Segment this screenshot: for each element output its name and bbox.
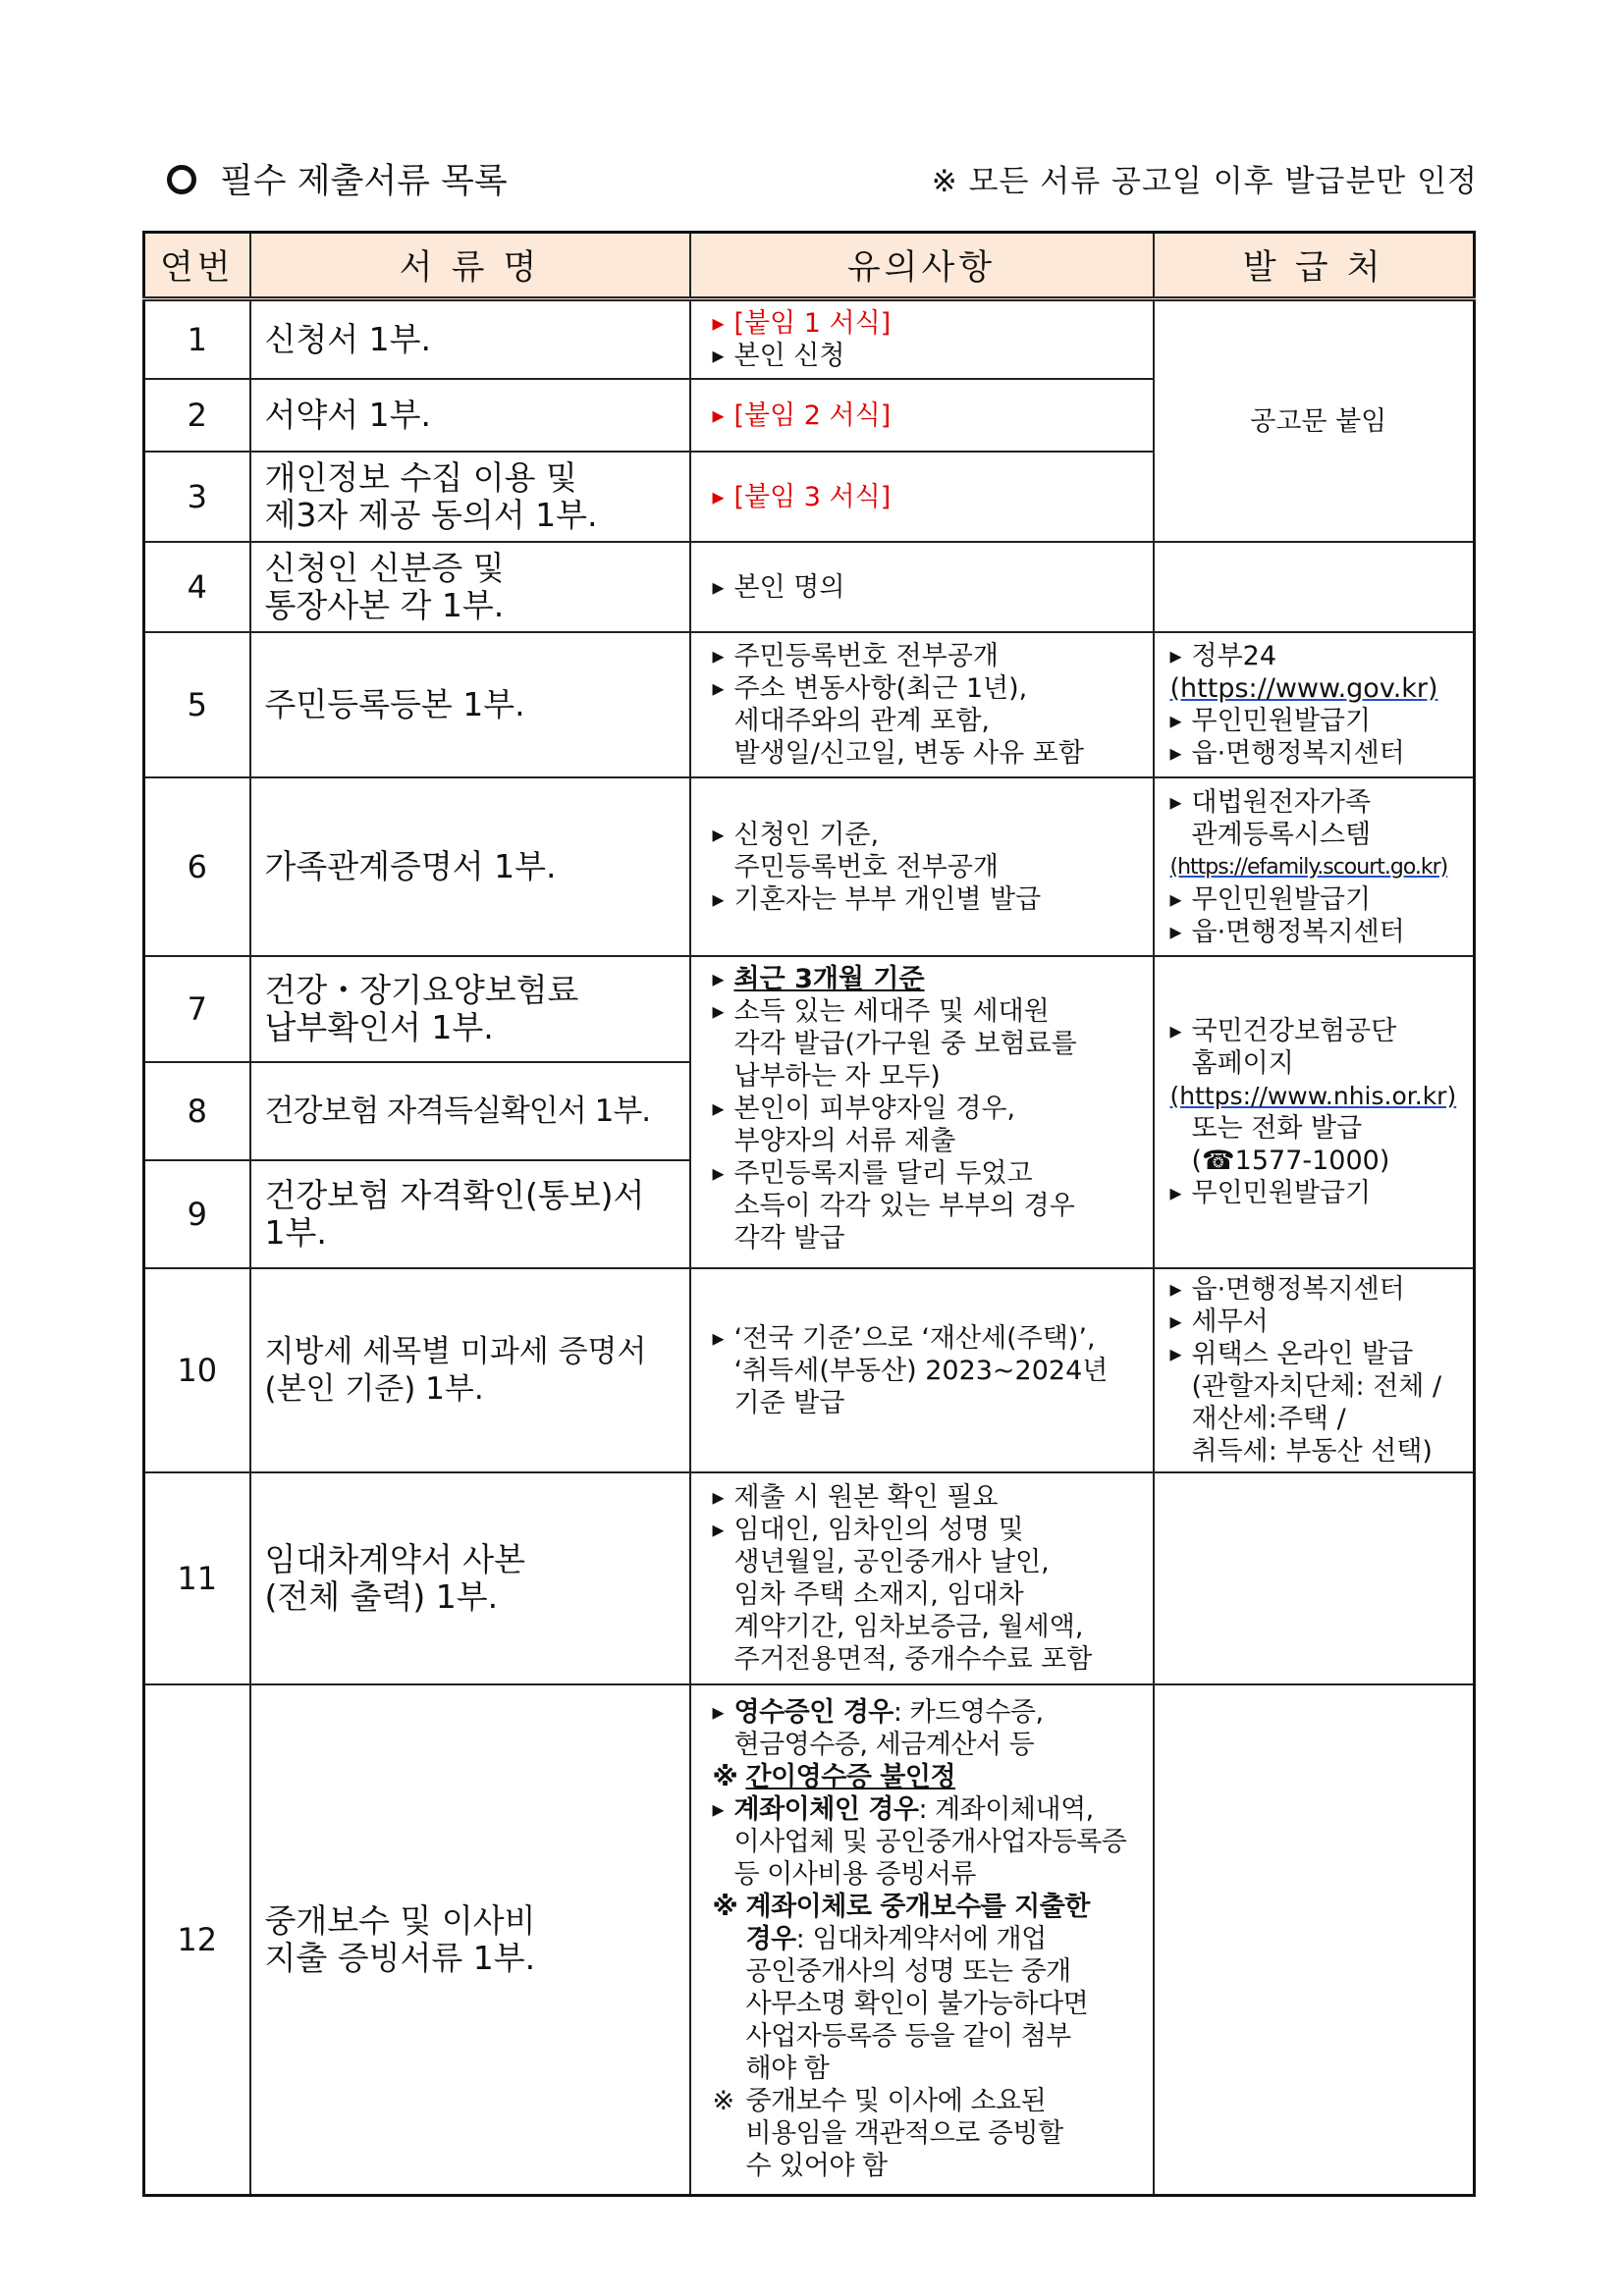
document-name: 가족관계증명서 1부.: [250, 777, 690, 956]
table-row: [144, 542, 1475, 632]
document-notes: ▸ [붙임 1 서식] ▸ 본인 신청: [690, 299, 1154, 380]
issuer-cell: [1154, 1472, 1475, 1684]
row-number: 11: [144, 1472, 250, 1684]
document-notes: ▸ 영수증인 경우: 카드영수증, 현금영수증, 세금계산서 등 ※ 간이영수증 불인정 ▸ 계좌이체인 경우: 계좌이체내역, 이사업체 및 공인중개사업자등록증 등 이사비용 증빙서류 ※ 계좌이체로 중개보수를 지출한 경우: 임대차계약서에 개업 공인중개사의 성명 또는 중개 사무소명 확인이 불가능하다면 사업자등록증 등을 같이 첨부 해야 함 ※ 중개보수 및 이사에 소요된 비용임을 객관적으로 증빙할 수 있어야 함: [690, 1684, 1154, 2195]
issue-date-notice: ※ 모든 서류 공고일 이후 발급분만 인정: [931, 164, 1478, 199]
document-name: 서약서 1부.: [250, 379, 690, 452]
issuer-cell: ▸ 대법원전자가족 관계등록시스템 (https://efamily.scourt.go.kr) ▸ 무인민원발급기 ▸ 읍·면행정복지센터: [1154, 777, 1475, 956]
page-header: [167, 157, 1478, 206]
form-reference: ▸ [붙임 2 서식]: [713, 400, 1143, 432]
document-name: 신청서 1부.: [250, 299, 690, 380]
column-header-issuer: 발 급 처: [1154, 233, 1475, 299]
document-name: 개인정보 수집 이용 및 제3자 제공 동의서 1부.: [250, 452, 690, 542]
row-number: 1: [144, 299, 250, 380]
issuer-cell: [1154, 1684, 1475, 2195]
document-notes: ▸ 최근 3개월 기준 ▸ 소득 있는 세대주 및 세대원 각각 발급(가구원 중 보험료를 납부하는 자 모두) ▸ 본인이 피부양자일 경우, 부양자의 서류 제출 ▸ 주민등록지를 달리 두었고 소득이 각각 있는 부부의 경우 각각 발급: [690, 956, 1154, 1268]
table-row: [144, 632, 1475, 777]
document-name: 신청인 신분증 및 통장사본 각 1부.: [250, 542, 690, 632]
column-header-notes: 유의사항: [690, 233, 1154, 299]
row-number: 10: [144, 1268, 250, 1472]
row-number: 5: [144, 632, 250, 777]
efamily-link[interactable]: (https://efamily.scourt.go.kr): [1169, 854, 1448, 880]
nhis-link[interactable]: (https://www.nhis.or.kr): [1169, 1082, 1457, 1110]
gov24-link[interactable]: (https://www.gov.kr): [1169, 673, 1438, 704]
table-row: [144, 1268, 1475, 1472]
issuer-cell: ▸ 국민건강보험공단 홈페이지 (https://www.nhis.or.kr) 또는 전화 발급 (☎1577-1000) ▸ 무인민원발급기: [1154, 956, 1475, 1268]
document-name: 지방세 세목별 미과세 증명서 (본인 기준) 1부.: [250, 1268, 690, 1472]
table-row: [144, 1684, 1475, 2195]
row-number: 9: [144, 1160, 250, 1268]
row-number: 3: [144, 452, 250, 542]
document-notes: [690, 379, 1154, 452]
form-reference: ▸ [붙임 1 서식]: [713, 307, 1143, 340]
document-notes: ▸ 제출 시 원본 확인 필요 ▸ 임대인, 임차인의 성명 및 생년월일, 공인중개사 날인, 임차 주택 소재지, 임대차 계약기간, 임차보증금, 월세액, 주거전용면적, 중개수수료 포함: [690, 1472, 1154, 1684]
document-name: 중개보수 및 이사비 지출 증빙서류 1부.: [250, 1684, 690, 2195]
table-row: [144, 777, 1475, 956]
document-name: 건강・장기요양보험료 납부확인서 1부.: [250, 956, 690, 1062]
page-title: [167, 157, 508, 206]
document-notes: ▸ 주민등록번호 전부공개 ▸ 주소 변동사항(최근 1년), 세대주와의 관계 포함, 발생일/신고일, 변동 사유 포함: [690, 632, 1154, 777]
row-number: 4: [144, 542, 250, 632]
column-header-number: 연번: [144, 233, 250, 299]
row-number: 2: [144, 379, 250, 452]
issuer-cell: ▸ 정부24 (https://www.gov.kr) ▸ 무인민원발급기 ▸ 읍·면행정복지센터: [1154, 632, 1475, 777]
row-number: 8: [144, 1062, 250, 1160]
table-header-row: [144, 233, 1475, 299]
table-row: [144, 299, 1475, 380]
page-title-text: 필수 제출서류 목록: [220, 162, 508, 201]
circle-bullet-icon: [167, 165, 196, 194]
row-number: 6: [144, 777, 250, 956]
table-row: [144, 1472, 1475, 1684]
table-row: [144, 956, 1475, 1062]
document-name: 주민등록등본 1부.: [250, 632, 690, 777]
document-notes: [690, 452, 1154, 542]
form-reference: ▸ [붙임 3 서식]: [713, 481, 1143, 513]
row-number: 12: [144, 1684, 250, 2195]
issuer-cell: 공고문 붙임: [1154, 299, 1475, 543]
document-notes: ▸ ‘전국 기준’으로 ‘재산세(주택)’, ‘취득세(부동산) 2023~2024년 기준 발급: [690, 1268, 1154, 1472]
issuer-cell: ▸ 읍·면행정복지센터 ▸ 세무서 ▸ 위택스 온라인 발급 (관할자치단체: 전체 / 재산세:주택 / 취득세: 부동산 선택): [1154, 1268, 1475, 1472]
document-notes: ▸ 본인 명의: [690, 542, 1154, 632]
issuer-cell: [1154, 542, 1475, 632]
column-header-document-name: 서 류 명: [250, 233, 690, 299]
document-name: 임대차계약서 사본 (전체 출력) 1부.: [250, 1472, 690, 1684]
required-documents-table: [142, 231, 1476, 2197]
document-name: 건강보험 자격확인(통보)서 1부.: [250, 1160, 690, 1268]
row-number: 7: [144, 956, 250, 1062]
document-notes: ▸ 신청인 기준, 주민등록번호 전부공개 ▸ 기혼자는 부부 개인별 발급: [690, 777, 1154, 956]
document-name: 건강보험 자격득실확인서 1부.: [250, 1062, 690, 1160]
